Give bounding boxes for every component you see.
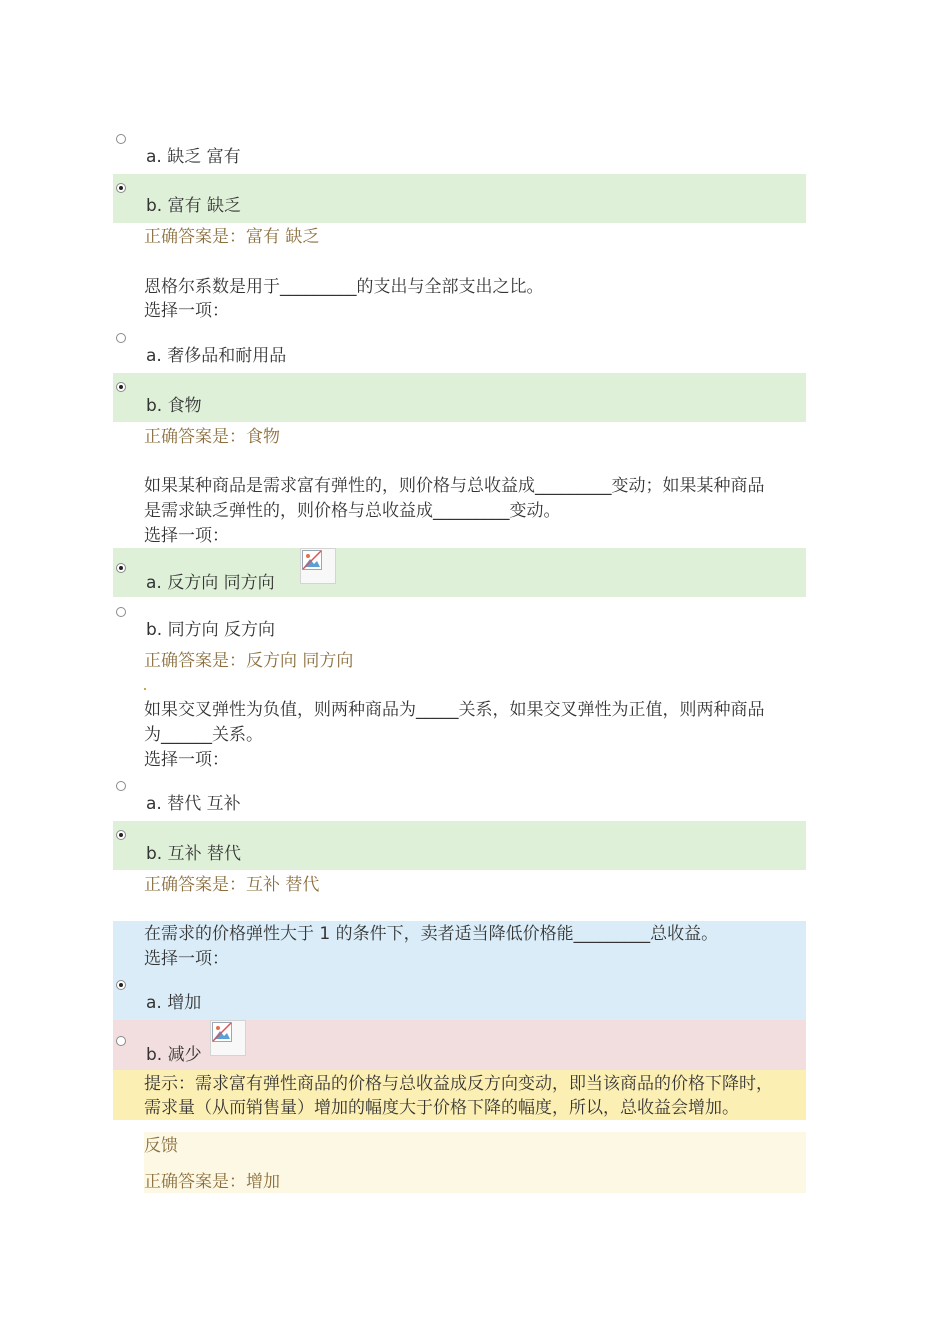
q5-option-b-label: b. 减少 [146,1045,202,1065]
q3-option-a-radio[interactable] [116,563,126,573]
q3-stem-line-2: 是需求缺乏弹性的，则价格与总收益成_________变动。 [144,501,561,521]
q5-option-b-radio[interactable] [116,1036,126,1046]
q1-correct-answer: 正确答案是：富有 缺乏 [144,227,320,247]
q4-option-a-radio[interactable] [116,781,126,791]
q2-option-a-label: a. 奢侈品和耐用品 [146,346,287,366]
q1-option-a-label: a. 缺乏 富有 [146,147,241,167]
q5-hint-line-2: 需求量（从而销售量）增加的幅度大于价格下降的幅度，所以，总收益会增加。 [144,1098,739,1118]
q3-correct-answer: 正确答案是：反方向 同方向 [144,651,354,671]
q2-stem-line-1: 恩格尔系数是用于_________的支出与全部支出之比。 [144,277,544,297]
broken-image-icon [210,1020,246,1056]
broken-image-icon [300,548,336,584]
q1-option-b-radio[interactable] [116,183,126,193]
q3-prompt: 选择一项： [144,526,229,546]
q4-prompt: 选择一项： [144,750,229,770]
q5-stem-line-1: 在需求的价格弹性大于 1 的条件下，卖者适当降低价格能_________总收益。 [144,924,719,944]
q2-option-a-radio[interactable] [116,333,126,343]
q5-feedback-title: 反馈 [144,1136,178,1156]
q5-option-a-radio[interactable] [116,980,126,990]
q3-option-b-radio[interactable] [116,607,126,617]
separator-dot [144,688,146,690]
q2-prompt: 选择一项： [144,301,229,321]
q4-stem-line-2: 为______关系。 [144,725,263,745]
q4-correct-answer: 正确答案是：互补 替代 [144,875,320,895]
q2-correct-answer: 正确答案是：食物 [144,427,280,447]
q5-hint-line-1: 提示：需求富有弹性商品的价格与总收益成反方向变动，即当该商品的价格下降时， [144,1074,773,1094]
q3-stem-line-1: 如果某种商品是需求富有弹性的，则价格与总收益成_________变动；如果某种商品 [144,476,765,496]
q2-option-b-label: b. 食物 [146,396,202,416]
q1-option-a-radio[interactable] [116,134,126,144]
q3-option-a-label: a. 反方向 同方向 [146,573,275,593]
q2-option-b-highlight [113,373,806,422]
q4-stem-line-1: 如果交叉弹性为负值，则两种商品为_____关系，如果交叉弹性为正值，则两种商品 [144,700,765,720]
q1-option-b-label: b. 富有 缺乏 [146,196,242,216]
q5-option-a-label: a. 增加 [146,993,202,1013]
q4-option-b-label: b. 互补 替代 [146,844,242,864]
q5-correct-answer: 正确答案是：增加 [144,1172,280,1192]
q3-option-b-label: b. 同方向 反方向 [146,620,276,640]
q2-option-b-radio[interactable] [116,382,126,392]
q5-prompt: 选择一项： [144,949,229,969]
q4-option-b-radio[interactable] [116,830,126,840]
q4-option-a-label: a. 替代 互补 [146,794,241,814]
